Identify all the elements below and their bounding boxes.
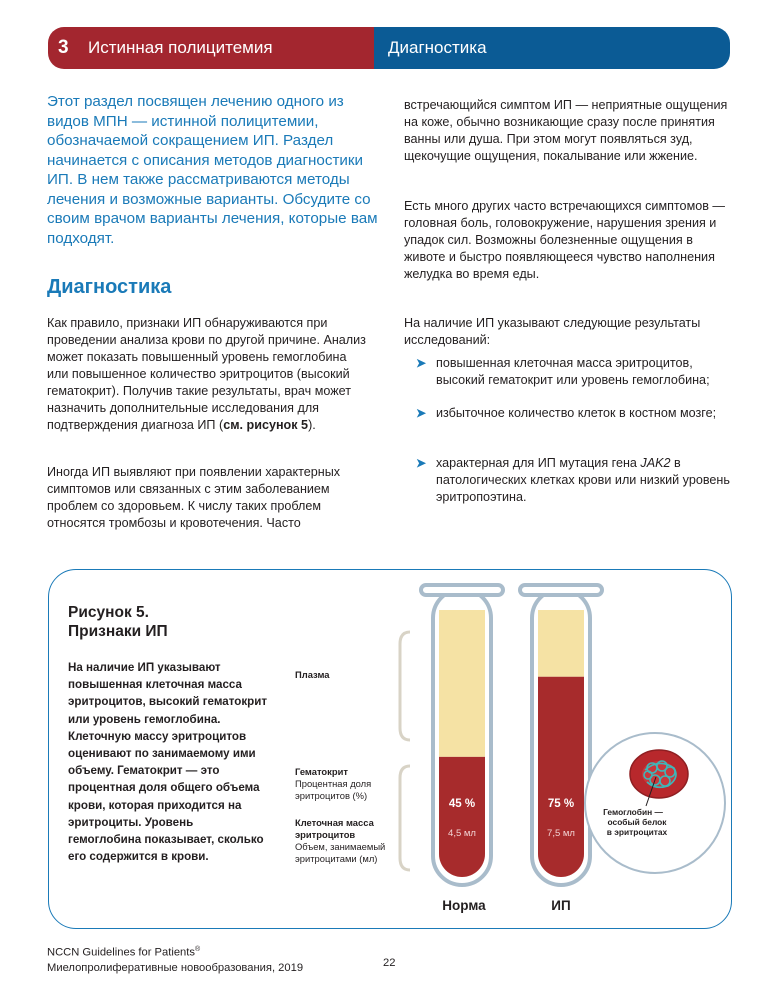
list-item-text: избыточное количество клеток в костном мозге; [436, 406, 717, 420]
chevron-right-icon: ➤ [416, 406, 427, 420]
tube-pv-blood [538, 677, 584, 877]
plasma-label: Плазма [295, 669, 330, 680]
gene-name: JAK2 [640, 456, 671, 470]
paragraph-other-symptoms: Есть много других часто встречающихся симптомов — головная боль, головокружение, нарушения зрения и упадок сил. Возможны болезненные ощущения в животе и быстро появляющееся чувство наполнения желудка во время еды. [404, 199, 726, 281]
paragraph-end: ). [308, 418, 316, 432]
list-item-text: повышенная клеточная масса эритроцитов, высокий гематокрит или уровень гемоглобина; [436, 356, 710, 387]
section-title: Диагностика [388, 38, 487, 57]
tube-normal-label: Норма [442, 898, 486, 913]
tube-normal [421, 585, 503, 885]
tube-pv-plasma [538, 610, 584, 677]
paragraph-results-intro: На наличие ИП указывают следующие результаты исследований: [404, 316, 701, 347]
tube-pv-percent: 75 % [547, 798, 575, 810]
intro-paragraph: Этот раздел посвящен лечению одного из видов МПН — истинной полицитемии, обозначаемой сокращением ИП. Раздел начинается с описания методов диагностики ИП. В нем также рассматриваются методы лечения и возможные варианты. Обсудите со своим врачом варианты лечения, которые вам подходят. [47, 93, 378, 247]
hematocrit-label: Гематокрит Процентная доля эритроцитов (%) [295, 766, 372, 801]
tube-pv [520, 585, 602, 885]
paragraph-text: Как правило, признаки ИП обнаруживаются при проведении анализа крови по другой причине. Анализ может показать повышенный уровень гемоглобина или повышенное количество эритроцитов (высокий гематокрит). Получив такие результаты, врач может назначить дополнительные исследования для подтверждения диагноза ИП ( [47, 316, 366, 432]
chapter-number: 3 [58, 37, 69, 58]
footer [47, 942, 303, 976]
figure-reference-link[interactable]: см. рисунок 5 [223, 418, 309, 432]
tube-normal-percent: 45 % [448, 798, 476, 810]
paragraph-symptoms: Иногда ИП выявляют при появлении характерных симптомов или связанных с этим заболеванием проблем со здоровьем. К числу таких проблем относятся тромбозы и кровотечения. Часто [47, 465, 341, 530]
chapter-title: Истинная полицитемия [88, 38, 273, 57]
tube-pv-label: ИП [551, 898, 571, 913]
list-item-text-part: характерная для ИП мутация гена [436, 456, 641, 470]
tube-normal-plasma [439, 610, 485, 757]
figure-caption: Признаки ИП [68, 623, 168, 640]
list-item-text-part: в патологических клетках крови или низкий уровень эритропоэтина. [436, 456, 730, 504]
plasma-brace [400, 632, 410, 740]
footer-line2: Миелопролиферативные новообразования, 2019 [47, 961, 304, 974]
paragraph-skin-symptom: встречающийся симптом ИП — неприятные ощущения на коже, обычно возникающие сразу после принятия ванны или душа. При этом могут появляться зуд, щекочущие ощущения, покалывание или жжение. [404, 98, 728, 163]
chevron-right-icon: ➤ [416, 456, 427, 470]
tube-pv-rim [520, 585, 602, 595]
tube-normal-volume: 4,5 мл [448, 828, 476, 839]
diagnostics-heading: Диагностика [47, 276, 172, 298]
tube-normal-rim [421, 585, 503, 595]
cells-brace [400, 766, 410, 870]
tube-pv-volume: 7,5 мл [547, 828, 575, 839]
cell-mass-label: Клеточная масса эритроцитов Объем, занимаемый эритроцитами (мл) [295, 817, 386, 864]
tube-normal-blood [439, 757, 485, 877]
footer-line1: NCCN Guidelines for Patients® [47, 946, 201, 959]
figure-description: На наличие ИП указывают повышенная клеточная масса эритроцитов, высокий гематокрит или уровень гемоглобина. Клеточную массу эритроцитов оценивают по занимаемому ими объему. Гематокрит — это процентная доля общего объема крови, которая приходится на эритроциты. Уровень гемоглобина показывает, сколько его содержится в крови. [68, 661, 268, 864]
chevron-right-icon: ➤ [416, 356, 427, 370]
page-number: 22 [383, 957, 396, 969]
figure-number: Рисунок 5. [68, 604, 149, 621]
hemoglobin-label: Гемоглобин — особый белок в эритроцитах [603, 807, 668, 837]
